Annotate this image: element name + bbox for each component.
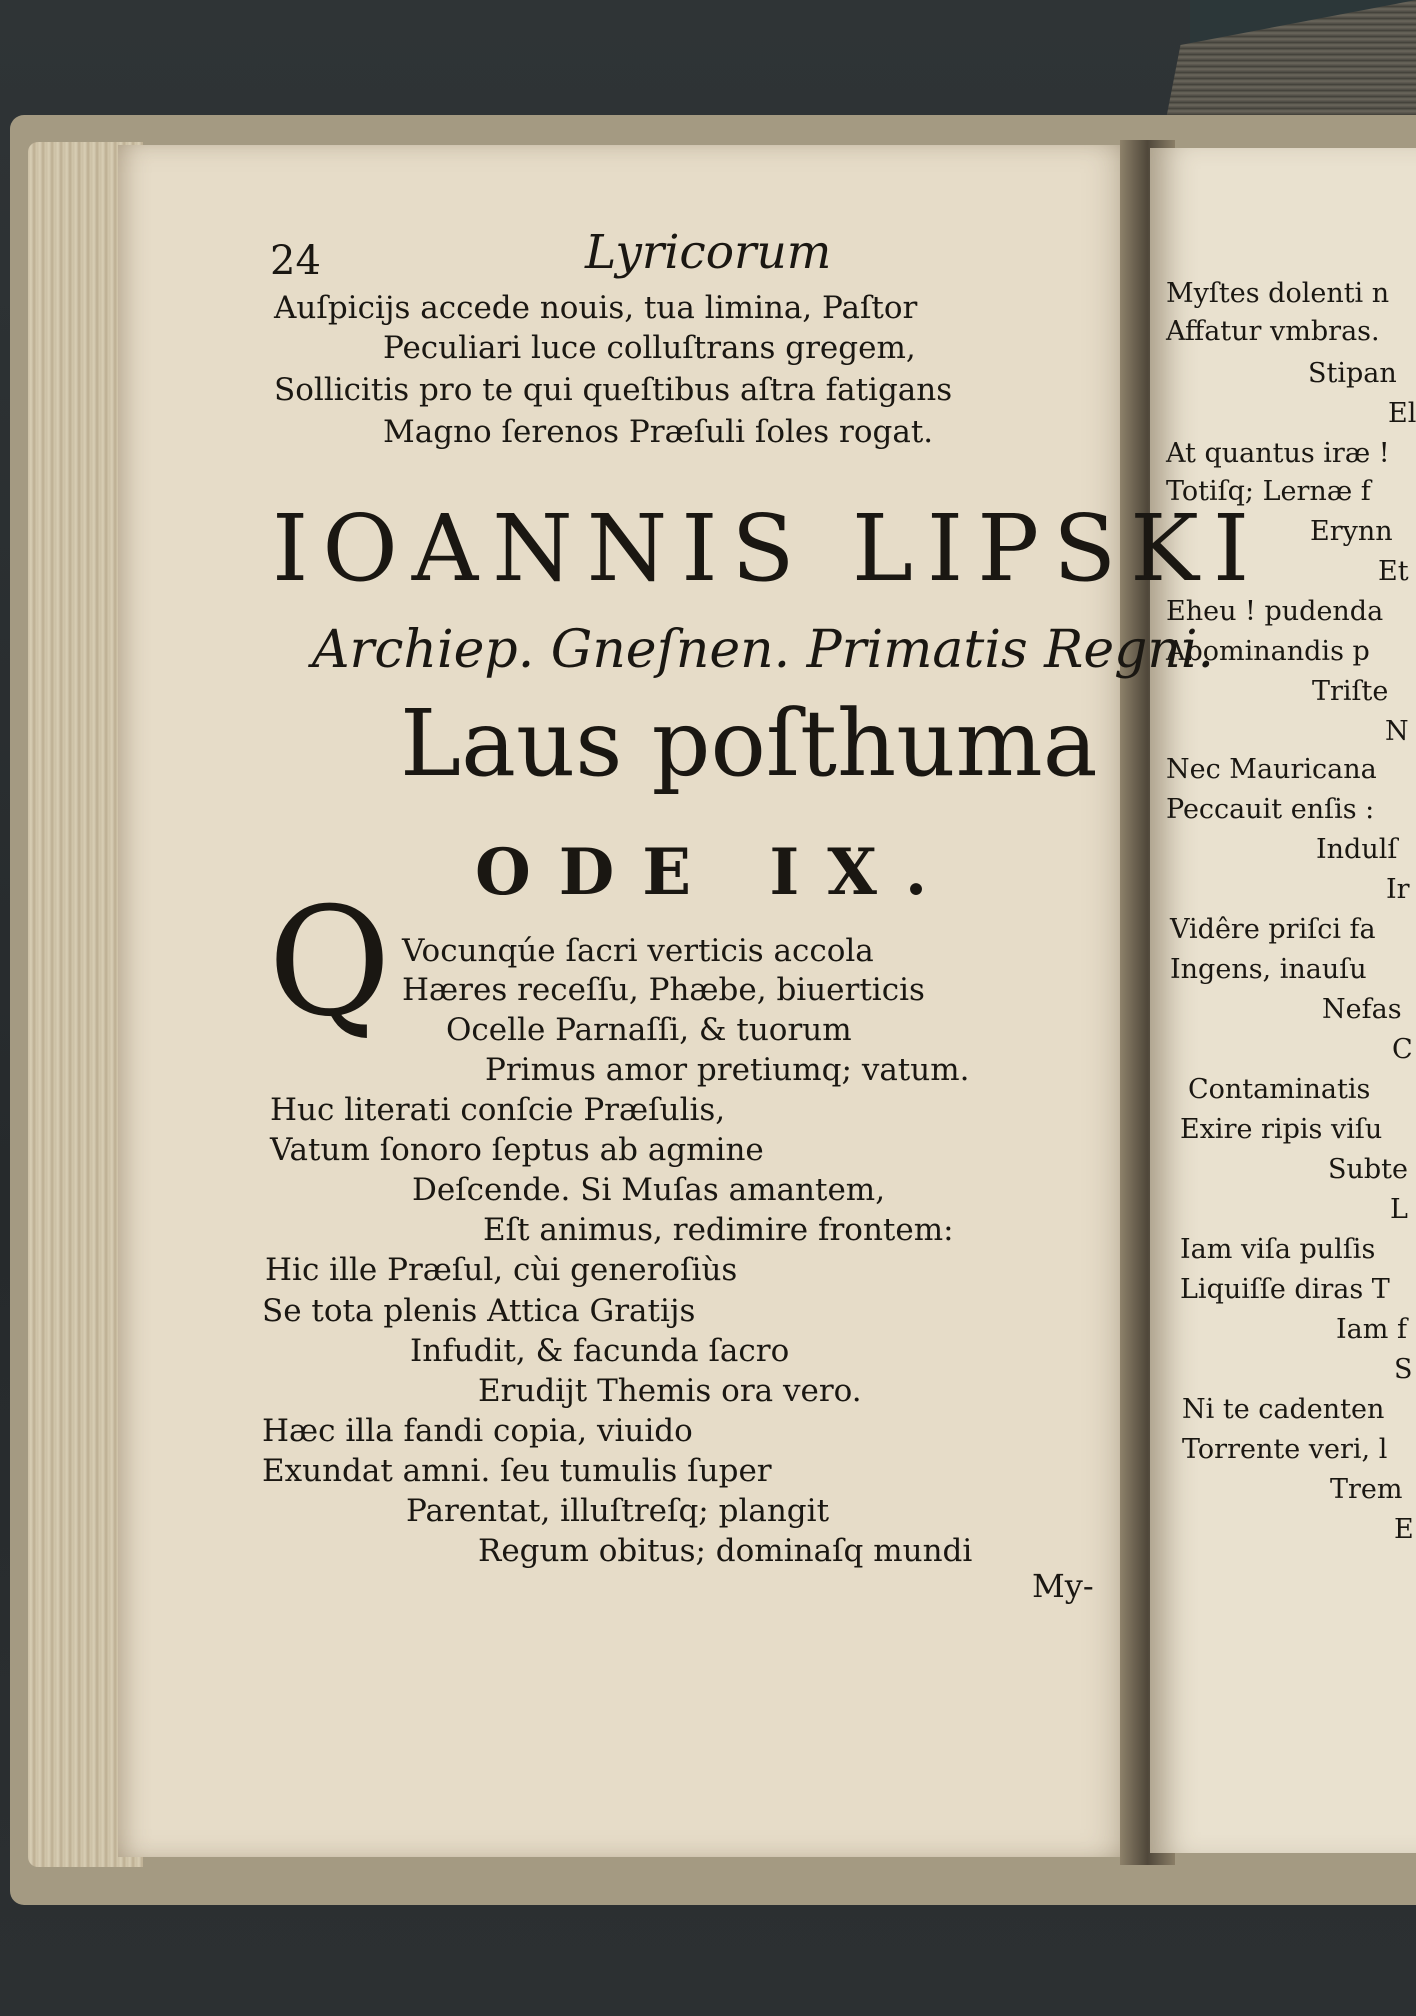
stanza-line: Auſpicijs accede nouis, tua limina, Paſtor [274, 290, 918, 326]
facing-line: Ingens, inauſu [1170, 954, 1367, 985]
stanza-line: Peculiari luce colluſtrans gregem, [383, 330, 916, 366]
page-number: 24 [270, 238, 321, 284]
ode-line: Vatum ſonoro ſeptus ab agmine [270, 1132, 764, 1168]
catchword: My- [1032, 1567, 1094, 1605]
ode-line: Hic ille Præſul, cùi generoſiùs [265, 1252, 738, 1288]
running-head: Lyricorum [585, 225, 832, 280]
facing-line: Nefas [1322, 994, 1402, 1025]
facing-line: Exire ripis viſu [1180, 1114, 1383, 1145]
stanza-line: Sollicitis pro te qui queſtibus aſtra fatigans [274, 372, 953, 408]
facing-line: Triſte [1312, 676, 1389, 707]
facing-line: Affatur vmbras. [1166, 316, 1380, 347]
title-laus: Laus poſthuma [400, 690, 1098, 797]
facing-line: Subte [1328, 1154, 1408, 1185]
ode-line: Hæc illa fandi copia, viuido [262, 1413, 693, 1449]
stanza-line: Magno ſerenos Præſuli ſoles rogat. [383, 414, 934, 450]
facing-line: Et [1378, 556, 1409, 587]
facing-line: S [1394, 1354, 1413, 1385]
ode-line: Vocunqúe ſacri verticis accola [402, 933, 874, 969]
facing-line: Stipan [1308, 358, 1397, 389]
facing-line: C [1392, 1034, 1413, 1065]
facing-line: Abominandis p [1166, 636, 1370, 667]
ode-line: Primus amor pretiumq; vatum. [485, 1052, 970, 1088]
ode-line: Eſt animus, redimire frontem: [483, 1212, 954, 1248]
title-office: Archiep. Gneſnen. Primatis Regni. [312, 620, 1215, 680]
ode-line: Infudit, & facunda ſacro [410, 1333, 790, 1369]
ode-line: Erudijt Themis ora vero. [478, 1373, 862, 1409]
facing-line: Ni te cadenten [1182, 1394, 1385, 1425]
facing-line: Indulſ [1316, 834, 1398, 865]
facing-line: Erynn [1310, 516, 1393, 547]
ode-line: Ocelle Parnaſſi, & tuorum [446, 1012, 852, 1048]
title-name: IOANNIS LIPSKI [272, 495, 1264, 602]
title-ode: ODE IX. [475, 835, 956, 910]
facing-line: Peccauit enſis : [1166, 794, 1375, 825]
ode-line: Huc literati conſcie Præſulis, [270, 1092, 726, 1128]
ode-line: Exundat amni. ſeu tumulis ſuper [262, 1453, 772, 1489]
ode-line: Hæres receſſu, Phæbe, biuerticis [402, 972, 925, 1008]
ode-line: Deſcende. Si Muſas amantem, [412, 1172, 886, 1208]
facing-line: Nec Mauricana [1166, 754, 1377, 785]
facing-line: Iam viſa pulſis [1180, 1234, 1376, 1265]
facing-line: Eheu ! pudenda [1166, 596, 1384, 627]
facing-line: El [1388, 398, 1416, 429]
facing-page-text [1150, 148, 1416, 1853]
facing-line: At quantus iræ ! [1166, 438, 1390, 469]
ode-line: Se tota plenis Attica Gratijs [262, 1293, 696, 1329]
facing-line: E [1394, 1514, 1414, 1545]
facing-line: Contaminatis [1188, 1074, 1371, 1105]
facing-line: N [1385, 716, 1409, 747]
facing-line: Ir [1386, 874, 1410, 905]
facing-line: Torrente veri, l [1182, 1434, 1388, 1465]
facing-line: L [1390, 1194, 1408, 1225]
facing-line: Trem [1330, 1474, 1403, 1505]
ode-line: Parentat, illuſtreſq; plangit [406, 1493, 830, 1529]
facing-line: Totiſq; Lernæ f [1166, 476, 1371, 507]
facing-line: Iam f [1336, 1314, 1407, 1345]
facing-line: Myſtes dolenti n [1166, 278, 1390, 309]
facing-line: Liquiſſe diras T [1180, 1274, 1390, 1305]
facing-line: Vidêre priſci fa [1170, 914, 1376, 945]
ode-line: Regum obitus; dominaſq mundi [478, 1533, 973, 1569]
drop-cap: Q [268, 876, 391, 1050]
